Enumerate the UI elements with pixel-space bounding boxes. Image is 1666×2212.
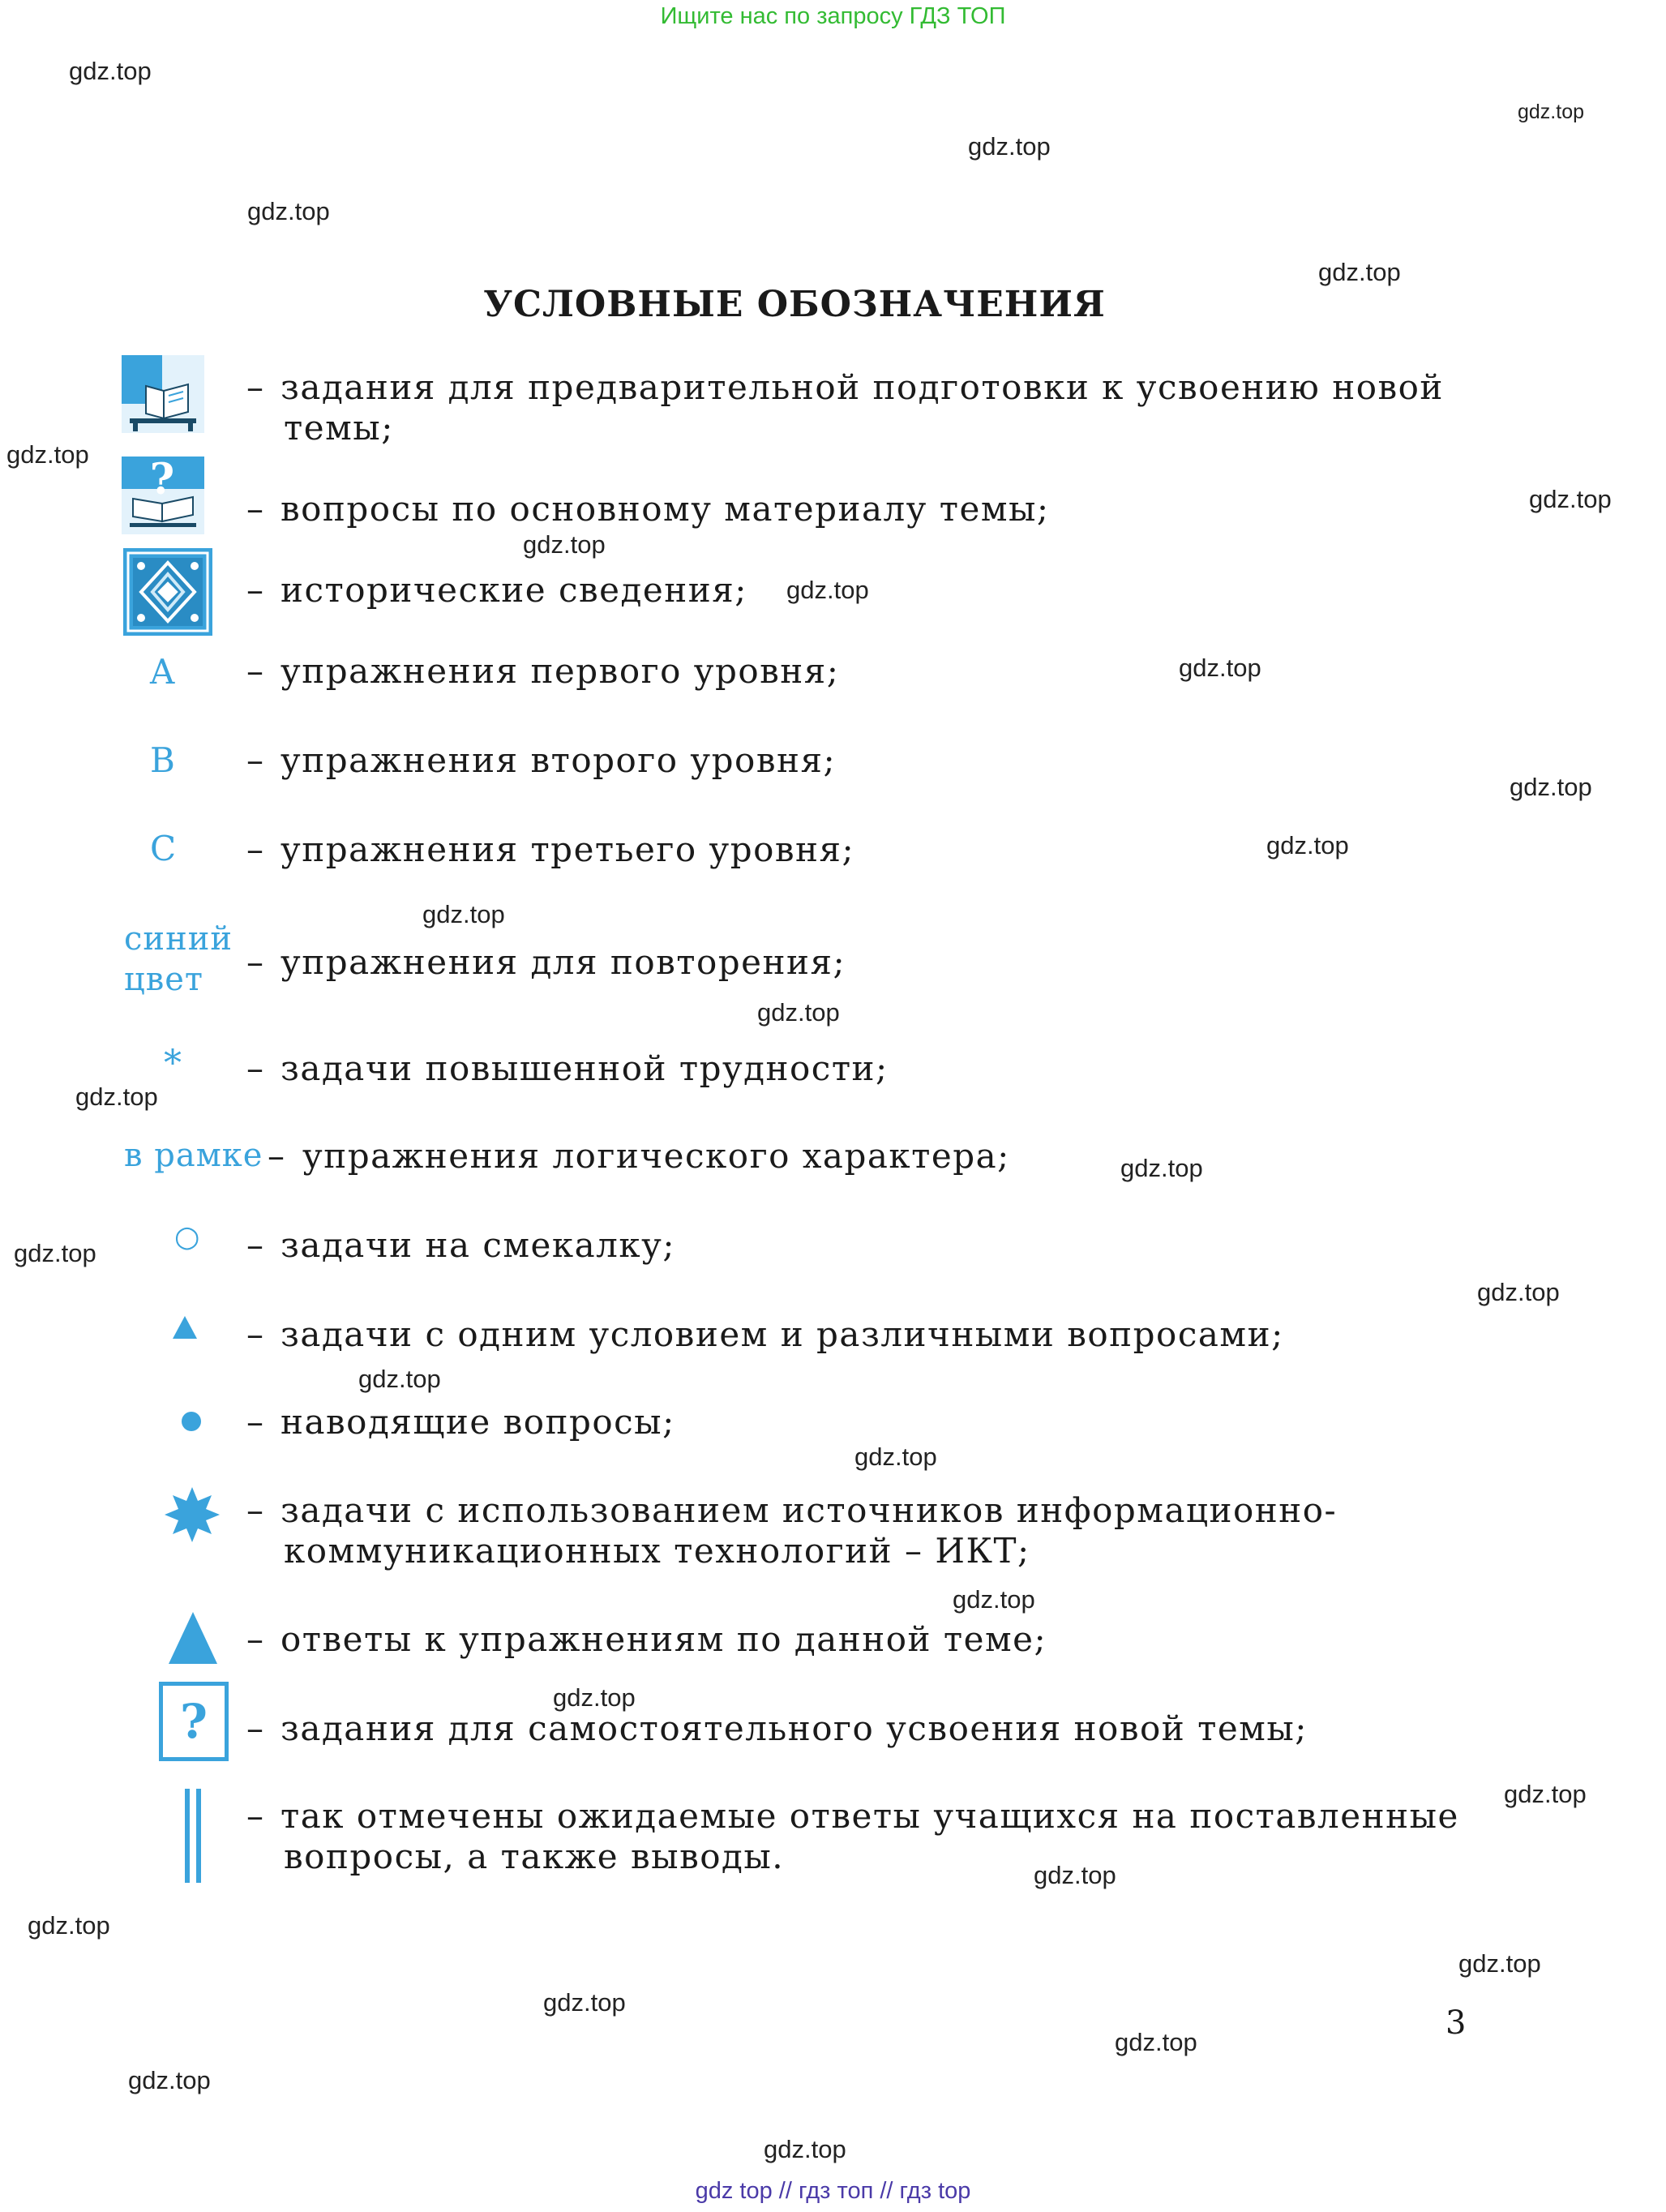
- legend-history-text: исторические сведения;: [281, 570, 747, 610]
- legend-leading-text: наводящие вопросы;: [281, 1402, 675, 1442]
- legend-self-study-text: задания для самостоятельного усвоения новой темы;: [281, 1708, 1308, 1748]
- watermark: gdz.top: [764, 2135, 846, 2163]
- legend-expected-text: так отмечены ожидаемые ответы учащихся на поставленные: [281, 1796, 1459, 1836]
- watermark: gdz.top: [1318, 258, 1401, 286]
- dash: –: [246, 489, 263, 529]
- dash: –: [246, 1225, 263, 1265]
- watermark: gdz.top: [968, 132, 1051, 161]
- search-banner: Ищите нас по запросу ГДЗ ТОП: [660, 3, 1006, 29]
- legend-repeat-text: упражнения для повторения;: [281, 942, 846, 982]
- dash: –: [246, 367, 263, 407]
- dash: –: [246, 1796, 263, 1836]
- watermark: gdz.top: [1510, 773, 1592, 801]
- double-bar-icon: [185, 1789, 204, 1883]
- watermark: gdz.top: [69, 57, 152, 85]
- frame-symbol: в рамке: [124, 1137, 263, 1174]
- dash: –: [246, 740, 263, 780]
- level-a-symbol: A: [150, 652, 175, 692]
- legend-level-b-text: упражнения второго уровня;: [281, 740, 837, 780]
- watermark: gdz.top: [786, 576, 869, 604]
- watermark: gdz.top: [1115, 2028, 1197, 2056]
- dash: –: [246, 1048, 263, 1088]
- watermark: gdz.top: [14, 1239, 96, 1267]
- legend-level-c-text: упражнения третьего уровня;: [281, 830, 855, 869]
- dash: –: [246, 1314, 263, 1354]
- question-box-symbol: ?: [159, 1682, 229, 1761]
- level-b-symbol: B: [150, 740, 175, 780]
- watermark: gdz.top: [1266, 831, 1349, 860]
- svg-text:?: ?: [149, 457, 175, 504]
- legend-wit-text: задачи на смекалку;: [281, 1225, 675, 1265]
- legend-prep-text-2: темы;: [284, 408, 394, 448]
- asterisk-symbol: *: [164, 1043, 182, 1084]
- watermark: gdz.top: [543, 1988, 626, 2017]
- watermark: gdz.top: [1034, 1861, 1116, 1889]
- legend-one-condition-text: задачи с одним условием и различными вопросами;: [281, 1314, 1284, 1354]
- watermark: gdz.top: [75, 1082, 158, 1111]
- book-desk-icon: [122, 355, 204, 433]
- dash: –: [246, 942, 263, 982]
- legend-answers-text: ответы к упражнениям по данной теме;: [281, 1619, 1047, 1659]
- triangle-small-icon: [173, 1316, 197, 1339]
- watermark: gdz.top: [757, 998, 840, 1027]
- legend-ict-text-2: коммуникационных технологий – ИКТ;: [284, 1531, 1030, 1571]
- watermark: gdz.top: [1179, 654, 1261, 682]
- star-badge-icon: [165, 1487, 220, 1542]
- ornament-icon: [123, 548, 212, 636]
- level-c-symbol: C: [150, 829, 177, 868]
- legend-questions-text: вопросы по основному материалу темы;: [281, 489, 1050, 529]
- watermark: gdz.top: [1518, 101, 1585, 123]
- dash: –: [246, 1490, 263, 1530]
- dash: –: [246, 830, 263, 869]
- circle-symbol: ○: [174, 1220, 200, 1254]
- dash: –: [268, 1136, 285, 1176]
- watermark: gdz.top: [128, 2066, 211, 2094]
- triangle-large-icon: [169, 1612, 217, 1664]
- legend-logic-text: упражнения логического характера;: [302, 1136, 1010, 1176]
- watermark: gdz.top: [422, 900, 505, 928]
- repeat-symbol: синий: [124, 920, 233, 958]
- watermark: gdz.top: [1458, 1949, 1541, 1978]
- watermark: gdz.top: [1477, 1278, 1560, 1306]
- repeat-symbol-2: цвет: [124, 961, 204, 998]
- footer-links[interactable]: gdz top // гдз топ // гдз top: [695, 2178, 971, 2204]
- dash: –: [246, 651, 263, 691]
- dash: –: [246, 1619, 263, 1659]
- legend-expected-text-2: вопросы, а также выводы.: [284, 1837, 785, 1876]
- legend-ict-text: задачи с использованием источников информационно-: [281, 1490, 1338, 1530]
- dash: –: [246, 1708, 263, 1748]
- dot-icon: [181, 1411, 202, 1432]
- legend-prep-text: задания для предварительной подготовки к усвоению новой: [281, 367, 1444, 407]
- legend-hard-text: задачи повышенной трудности;: [281, 1048, 889, 1088]
- dash: –: [246, 1402, 263, 1442]
- watermark: gdz.top: [523, 530, 606, 559]
- watermark: gdz.top: [1120, 1154, 1203, 1182]
- watermark: gdz.top: [1504, 1780, 1587, 1808]
- watermark: gdz.top: [1529, 485, 1612, 513]
- watermark: gdz.top: [247, 197, 330, 225]
- book-question-icon: [122, 457, 204, 534]
- dash: –: [246, 570, 263, 610]
- watermark: gdz.top: [953, 1585, 1035, 1614]
- legend-level-a-text: упражнения первого уровня;: [281, 651, 840, 691]
- page-number: 3: [1445, 2004, 1467, 2042]
- watermark: gdz.top: [358, 1365, 441, 1393]
- watermark: gdz.top: [28, 1911, 110, 1940]
- watermark: gdz.top: [553, 1683, 636, 1712]
- watermark: gdz.top: [854, 1443, 937, 1471]
- page-title: УСЛОВНЫЕ ОБОЗНАЧЕНИЯ: [483, 284, 1106, 325]
- watermark: gdz.top: [6, 440, 89, 469]
